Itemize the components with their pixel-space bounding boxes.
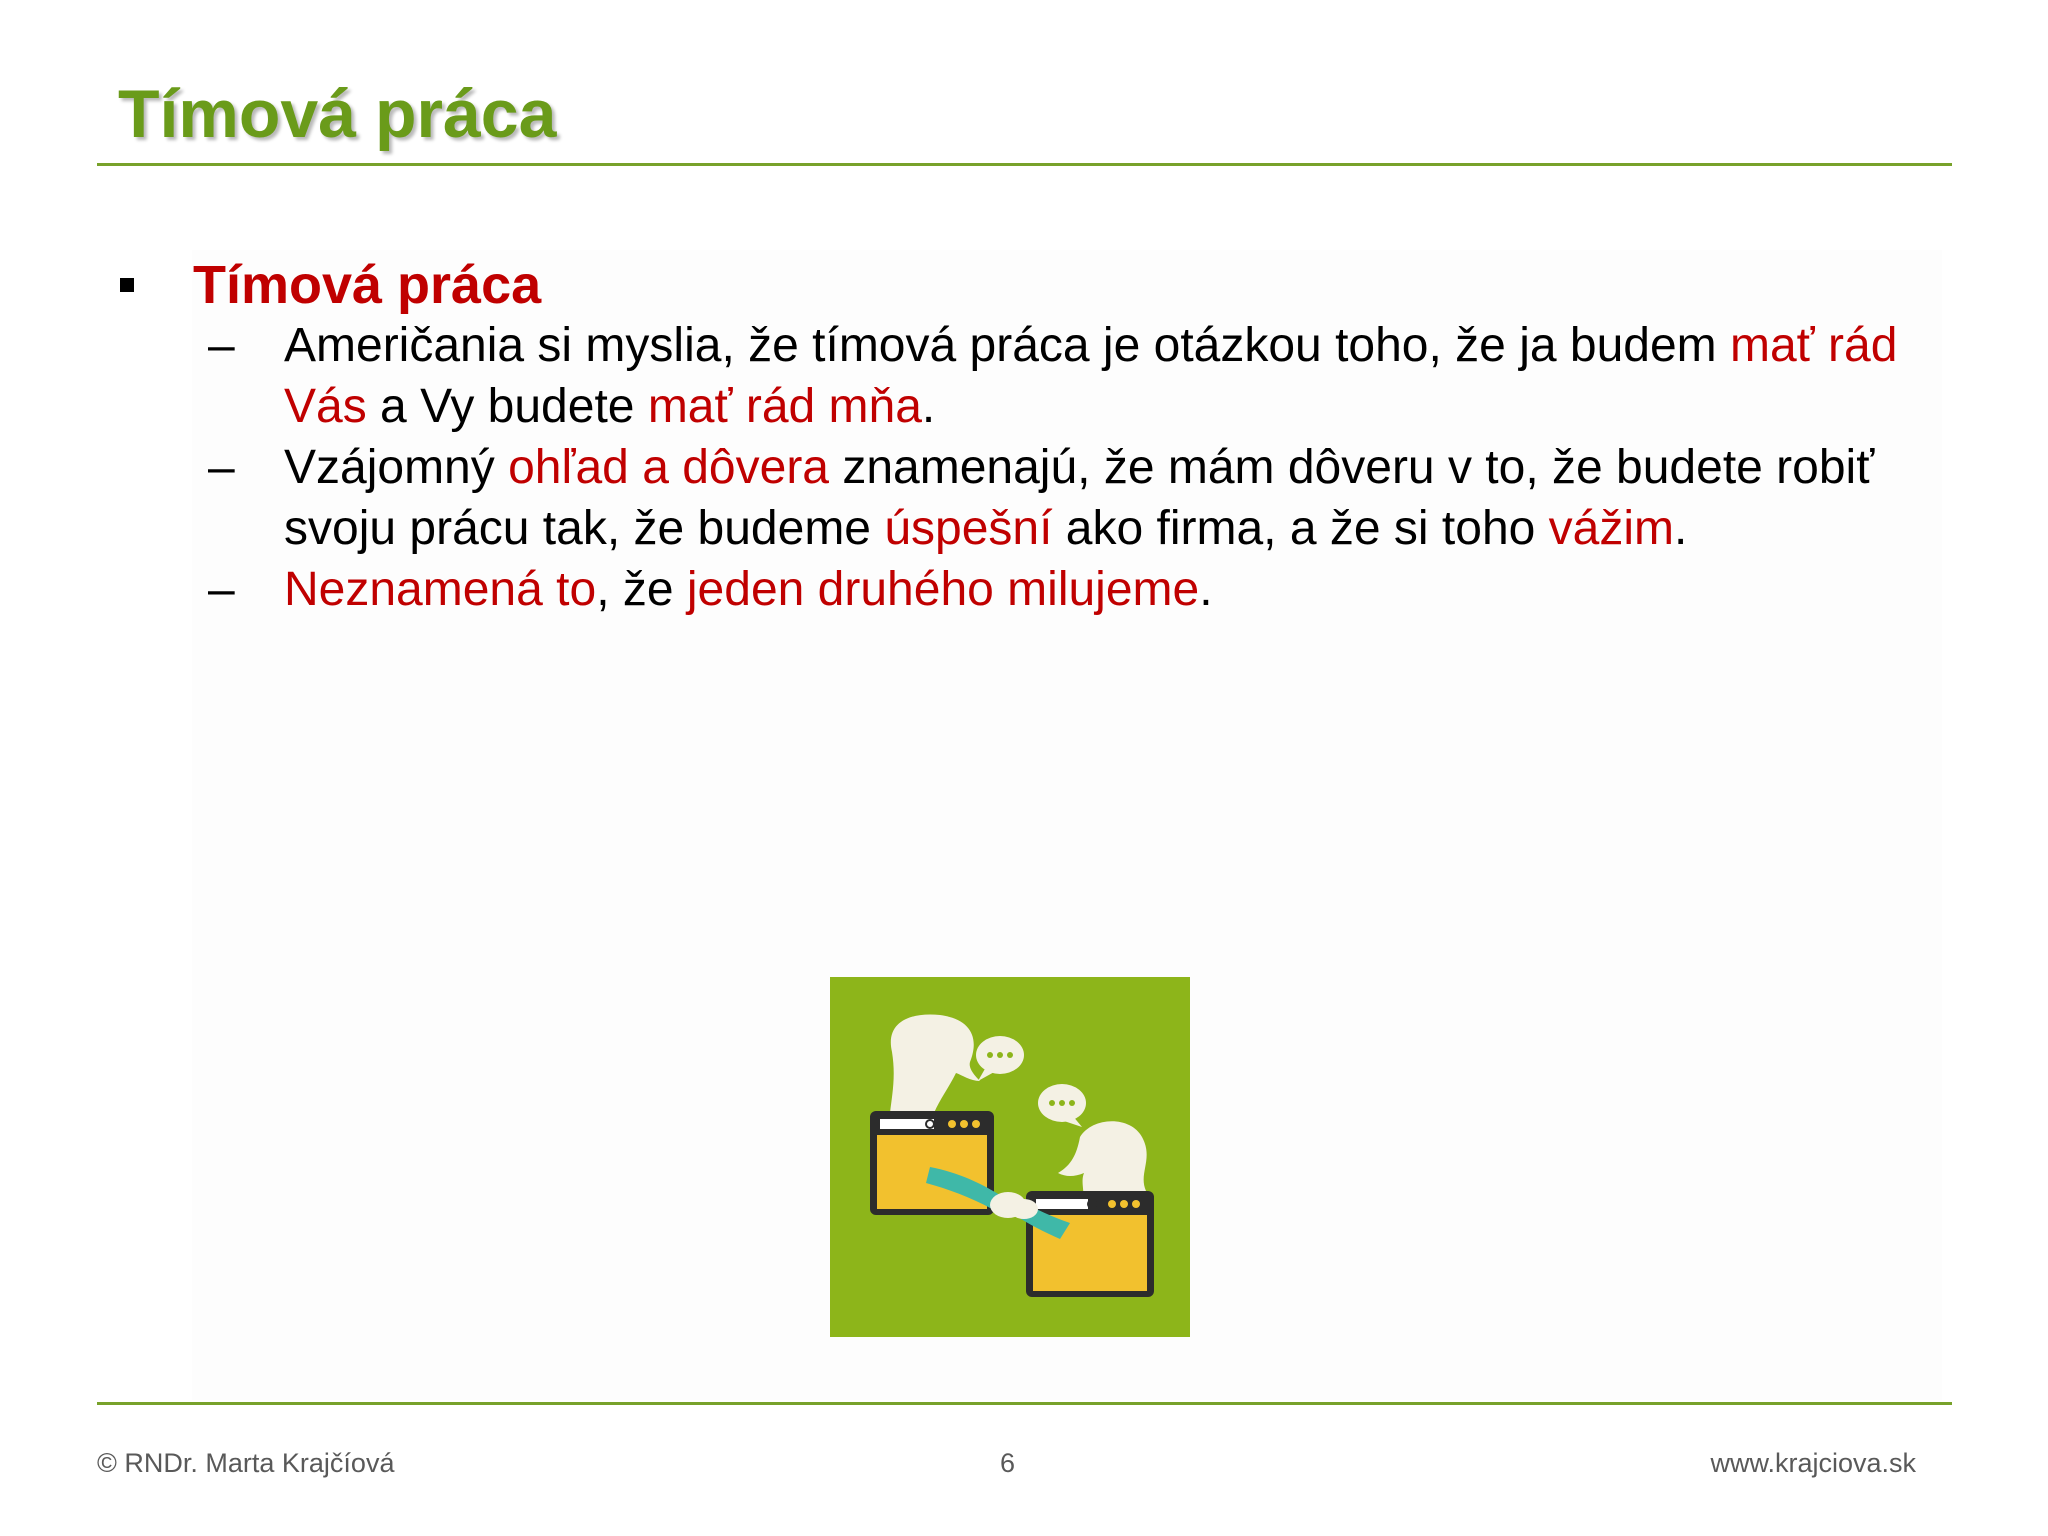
dash-bullet: –	[208, 441, 235, 494]
bullet-heading: Tímová práca	[193, 255, 542, 315]
page-number: 6	[1000, 1448, 1016, 1478]
highlighted-text: mať rád Vás	[284, 319, 1898, 433]
sub-bullet-item	[208, 437, 1928, 559]
title-divider	[97, 163, 1952, 166]
square-bullet-icon	[120, 278, 134, 292]
dash-bullet: –	[208, 319, 235, 372]
dash-bullet: –	[208, 563, 235, 616]
footer-divider	[97, 1402, 1952, 1405]
highlighted-text: Neznamená to	[284, 563, 597, 616]
footer-website: www.krajciova.sk	[1710, 1448, 1916, 1478]
text-segment: Vzájomný	[284, 441, 509, 494]
highlighted-text: ohľad a dôvera	[508, 441, 829, 494]
text-segment: .	[1674, 502, 1688, 555]
highlighted-text: jeden druhého milujeme	[686, 563, 1200, 616]
text-segment: ako firma, a že si toho	[1052, 502, 1549, 555]
sub-bullet-list	[208, 315, 1928, 620]
sub-bullet-text	[284, 437, 1928, 559]
slide-title: Tímová práca	[118, 76, 557, 152]
text-segment: .	[921, 380, 936, 433]
sub-bullet-text	[284, 315, 1928, 437]
teamwork-chat-icon	[830, 977, 1190, 1337]
bullet-item	[120, 252, 541, 318]
highlighted-text: mať rád mňa	[647, 380, 922, 433]
text-segment: .	[1199, 563, 1213, 616]
highlighted-text: vážim	[1548, 502, 1675, 555]
footer-author: © RNDr. Marta Krajčíová	[97, 1448, 395, 1478]
sub-bullet-item	[208, 559, 1928, 620]
highlighted-text: úspešní	[884, 502, 1053, 555]
text-segment: znamenajú, že mám dôveru v to, že budete robiť svoju prácu tak, že budeme	[284, 441, 1875, 555]
text-segment: Američania si myslia, že tímová práca je otázkou toho, že ja budem	[284, 319, 1730, 372]
sub-bullet-item	[208, 315, 1928, 437]
text-segment: a Vy budete	[366, 380, 648, 433]
sub-bullet-text	[284, 559, 1928, 620]
text-segment: , že	[596, 563, 687, 616]
